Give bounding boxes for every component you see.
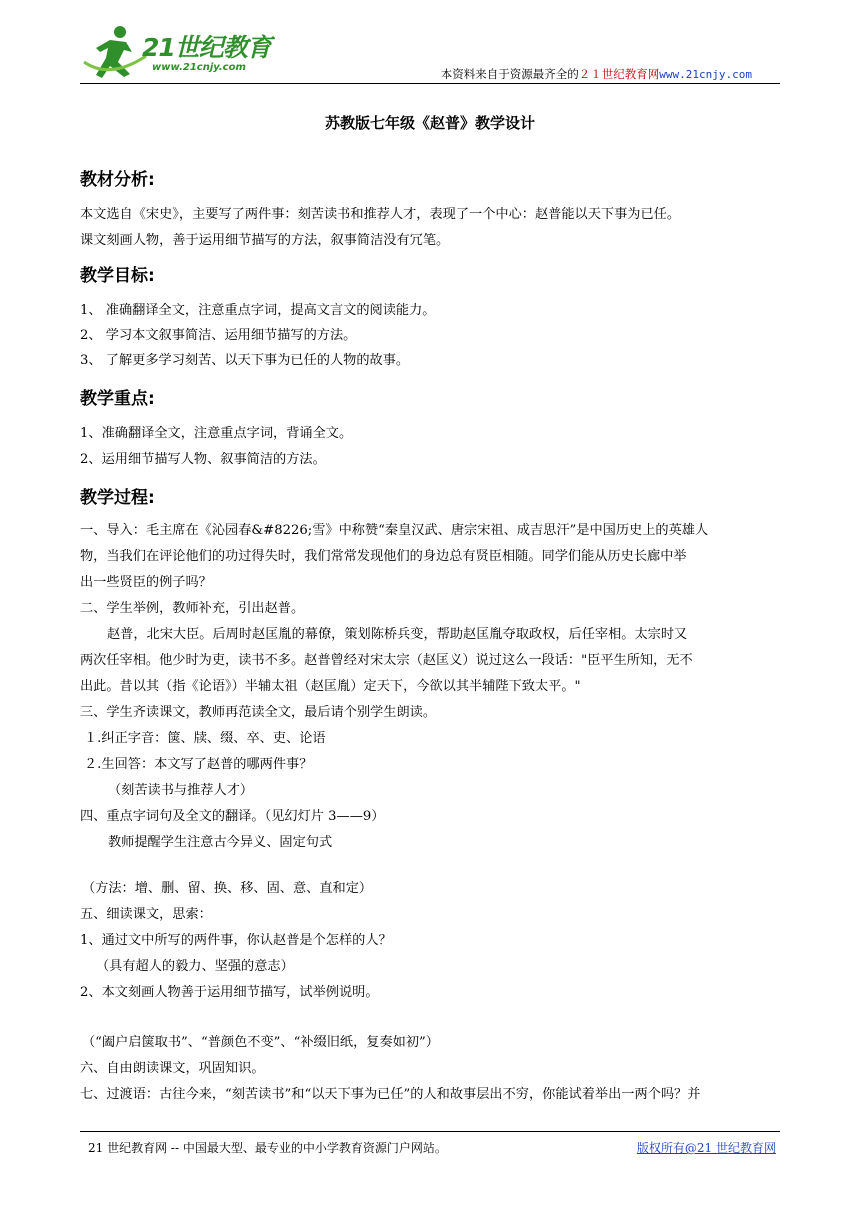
process-line-19: （“阖户启箧取书”、“普颜色不变”、“补缀旧纸，复奏如初”） [82, 1035, 439, 1050]
document-title: 苏教版七年级《赵普》教学设计 [324, 114, 535, 132]
process-line-15: 五、细读课文，思索： [80, 907, 212, 922]
analysis-line-2: 课文刻画人物，善于运用细节描写的方法，叙事简洁没有冗笔。 [80, 233, 450, 248]
process-line-16: 1、通过文中所写的两件事，你认赵普是个怎样的人？ [80, 933, 392, 948]
page-header [80, 22, 780, 84]
process-line-1: 一、导入：毛主席在《沁园春&#8226;雪》中称赞“秦皇汉武、唐宗宋祖、成吉思汗”是中国历史上的英雄人 [80, 523, 709, 538]
header-divider [80, 83, 780, 84]
header-note-site[interactable]: ２１世纪教育网 [578, 67, 660, 81]
footer-divider [80, 1131, 780, 1132]
key-item-2: 2、运用细节描写人物、叙事简洁的方法。 [80, 452, 326, 467]
footer-site-description: 21 世纪教育网 -- 中国最大型、最专业的中小学教育资源门户网站。 [88, 1141, 447, 1155]
process-line-9: １.纠正字音：箧、牍、缀、卒、吏、论语 [84, 731, 326, 746]
process-line-6: 两次任宰相。他少时为吏，读书不多。赵普曾经对宋太宗（赵匡义）说过这么一段话："臣平生所知，无不 [80, 653, 693, 668]
process-line-14: （方法：增、删、留、换、移、固、意、直和定） [82, 881, 373, 896]
process-line-3: 出一些贤臣的例子吗？ [80, 575, 212, 590]
logo-text: 21世纪教育 [142, 33, 271, 62]
key-item-1: 1、准确翻译全文，注意重点字词，背诵全文。 [80, 426, 353, 441]
runner-logo-icon [80, 22, 150, 82]
footer-copyright-link[interactable]: 版权所有@21 世纪教育网 [636, 1141, 776, 1155]
logo-url: www.21cnjy.com [152, 62, 246, 73]
header-note-url[interactable]: www.21cnjy.com [659, 68, 752, 81]
header-note-prefix: 本资料来自于资源最齐全的 [440, 67, 579, 81]
analysis-line-1: 本文选自《宋史》，主要写了两件事：刻苦读书和推荐人才，表现了一个中心：赵普能以天下事为已任。 [80, 207, 681, 222]
process-line-7: 出此。昔以其（指《论语》）半辅太祖（赵匡胤）定天下，今欲以其半辅陛下致太平。" [80, 679, 581, 694]
goal-item-2: 2、 学习本文叙事简洁、运用细节描写的方法。 [80, 328, 357, 343]
process-line-8: 三、学生齐读课文，教师再范读全文，最后请个别学生朗读。 [80, 705, 437, 720]
process-line-17: （具有超人的毅力、坚强的意志） [96, 959, 294, 974]
header-source-note [441, 66, 752, 82]
site-logo[interactable] [80, 22, 280, 82]
process-line-13: 教师提醒学生注意古今异义、固定句式 [108, 835, 333, 850]
process-line-2: 物，当我们在评论他们的功过得失时，我们常常发现他们的身边总有贤臣相随。同学们能从历史长廊中举 [80, 549, 687, 564]
process-line-21: 七、过渡语：古往今来，“刻苦读书”和“以天下事为已任”的人和故事层出不穷，你能试着举出一两个吗？并 [80, 1087, 701, 1102]
process-line-5: 赵普，北宋大臣。后周时赵匡胤的幕僚，策划陈桥兵变，帮助赵匡胤夺取政权，后任宰相。太宗时又 [107, 627, 688, 642]
process-line-20: 六、自由朗读课文，巩固知识。 [80, 1061, 265, 1076]
process-line-18: 2、本文刻画人物善于运用细节描写，试举例说明。 [80, 985, 379, 1000]
process-line-12: 四、重点字词句及全文的翻译。（见幻灯片 3——9） [80, 809, 385, 824]
process-line-11: （刻苦读书与推荐人才） [108, 783, 254, 798]
goal-item-3: 3、 了解更多学习刻苦、以天下事为已任的人物的故事。 [80, 353, 410, 368]
goal-item-1: 1、 准确翻译全文，注意重点字词，提高文言文的阅读能力。 [80, 303, 436, 318]
process-line-10: ２.生回答：本文写了赵普的哪两件事？ [84, 757, 313, 772]
heading-goals: 教学目标: [80, 266, 155, 286]
process-line-4: 二、学生举例，教师补充，引出赵普。 [80, 601, 305, 616]
heading-process: 教学过程: [80, 488, 155, 508]
heading-key-points: 教学重点: [80, 389, 155, 409]
heading-analysis: 教材分析: [80, 170, 155, 190]
